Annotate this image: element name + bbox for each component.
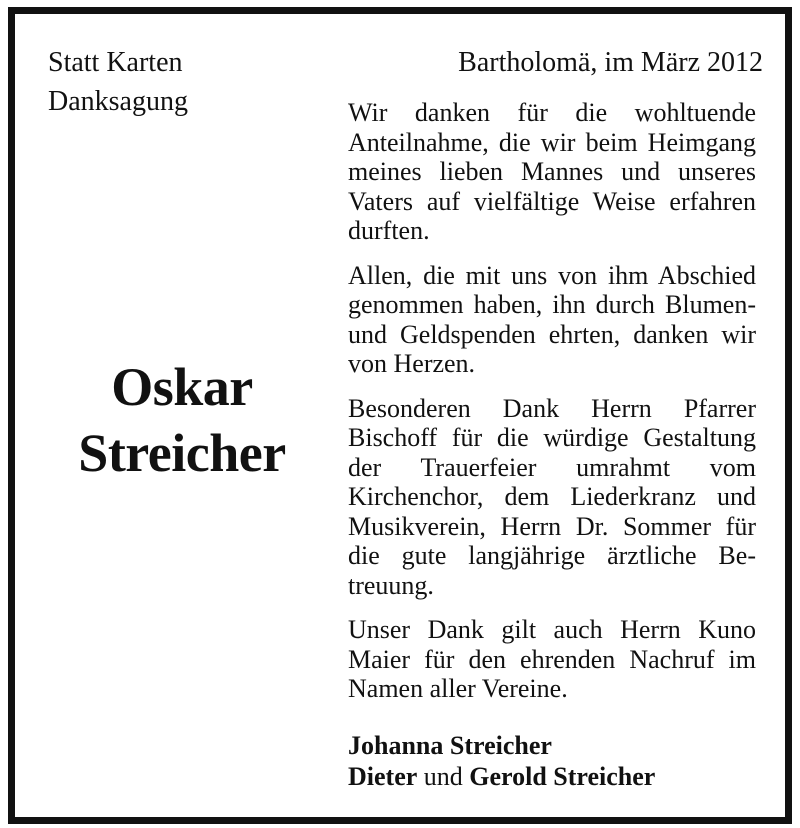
place-date: Bartholomä, im März 2012 xyxy=(458,47,763,78)
danksagung-label: Danksagung xyxy=(48,86,188,117)
signature xyxy=(348,730,655,792)
notice-frame xyxy=(8,7,792,824)
thanks-text xyxy=(348,98,756,719)
paragraph-2: Allen, die mit uns von ihm Abschied genommen haben, ihn durch Blumen- und Geldspenden ehrten, danken wir von Herzen. xyxy=(348,260,756,378)
signature-line-2 xyxy=(348,761,655,792)
signature-conjunction: und xyxy=(417,762,470,791)
paragraph-4: Unser Dank gilt auch Herrn Kuno Maier für den ehrenden Nachruf im Namen aller Vereine. xyxy=(348,615,756,703)
deceased-name xyxy=(37,354,327,486)
paragraph-1: Wir danken für die wohltuende Anteilnahme, die wir beim Heimgang meines lieben Mannes und unseres Vaters auf vielfältige Weise erfahren durften. xyxy=(348,98,756,245)
paragraph-3: Besonderen Dank Herrn Pfarrer Bischoff für die würdige Gestaltung der Trauerfeier umrahmt vom Kirchenchor, dem Liederkranz und Musikverein, Herrn Dr. Sommer für die gute langjährige ärztliche Betreuung. xyxy=(348,393,756,600)
first-name: Oskar xyxy=(111,357,253,417)
signature-line-1: Johanna Streicher xyxy=(348,731,552,760)
signature-name-dieter: Dieter xyxy=(348,762,418,791)
last-name: Streicher xyxy=(78,423,286,483)
header-left xyxy=(48,43,188,121)
signature-name-gerold: Gerold Streicher xyxy=(469,762,656,791)
statt-karten-label: Statt Karten xyxy=(48,47,183,78)
